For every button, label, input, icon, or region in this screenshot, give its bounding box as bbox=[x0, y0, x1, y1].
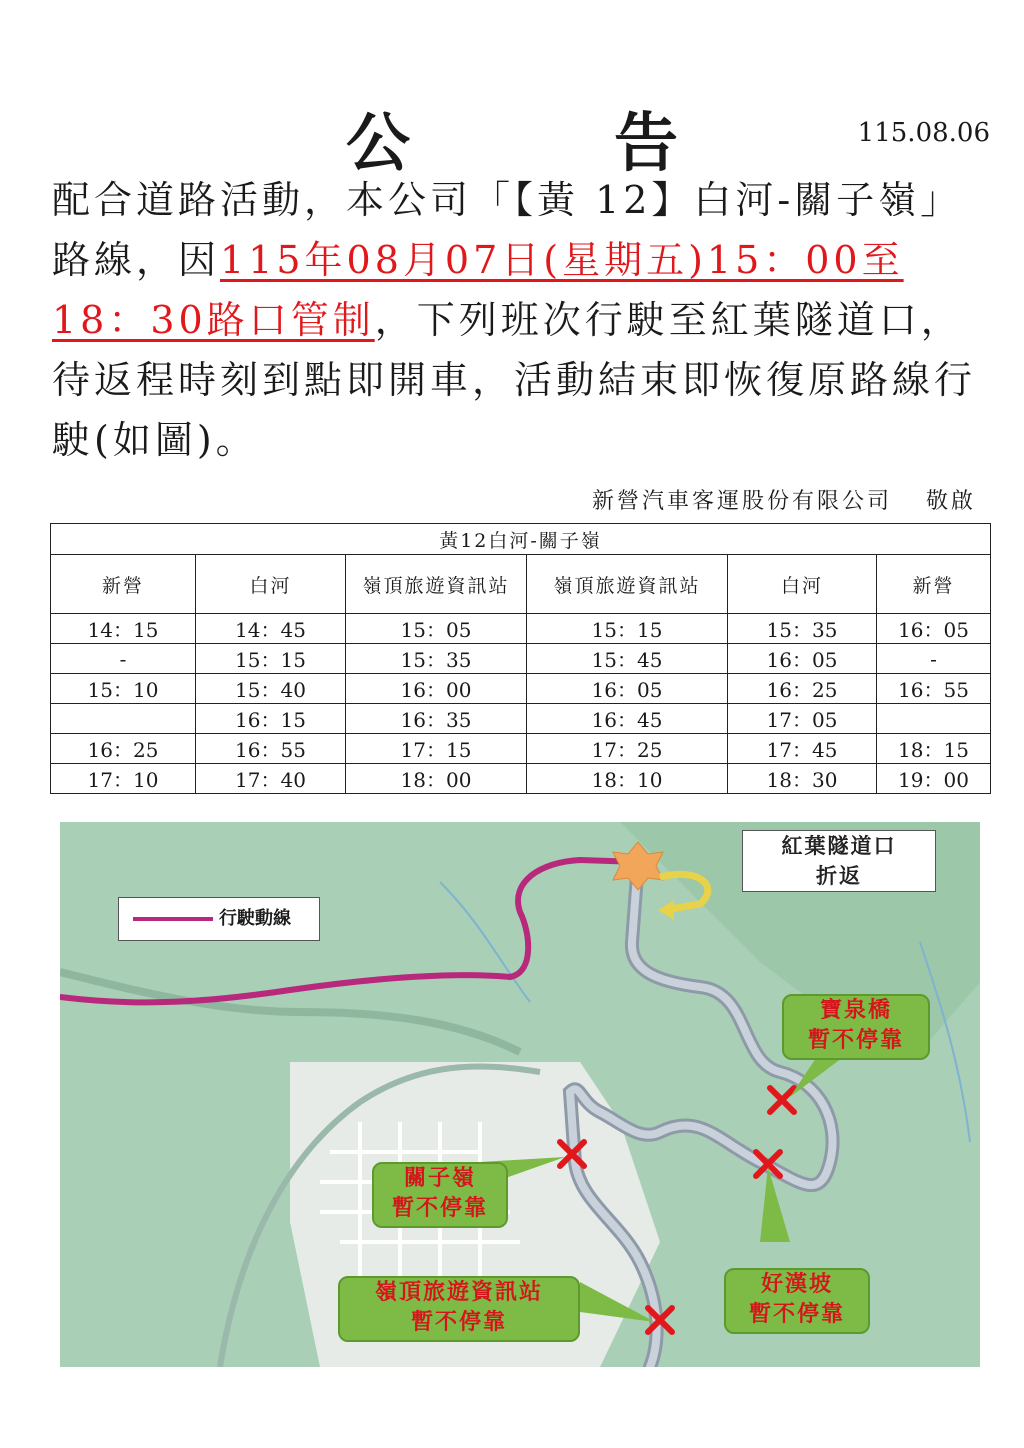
table-cell: 16：55 bbox=[877, 674, 991, 704]
table-cell: 17：40 bbox=[196, 764, 346, 794]
route-line-swatch bbox=[133, 917, 213, 921]
table-row bbox=[51, 704, 991, 734]
signature bbox=[592, 484, 976, 515]
turnaround-line2: 折返 bbox=[816, 864, 862, 888]
schedule-header-row bbox=[51, 555, 991, 614]
table-cell: 14：15 bbox=[51, 614, 196, 644]
table-cell: 16：35 bbox=[346, 704, 527, 734]
table-cell: 17：05 bbox=[728, 704, 877, 734]
table-cell: 15：35 bbox=[346, 644, 527, 674]
table-cell: 15：10 bbox=[51, 674, 196, 704]
table-cell: 16：25 bbox=[51, 734, 196, 764]
route-map bbox=[60, 822, 980, 1367]
turnaround-label bbox=[742, 830, 936, 892]
table-row bbox=[51, 674, 991, 704]
schedule-caption: 黃12白河-關子嶺 bbox=[51, 524, 991, 555]
stop-status: 暫不停靠 bbox=[807, 1028, 904, 1053]
notice-control-time: 115年08月07日(星期五)15：00至18：30路口管制 bbox=[52, 238, 904, 342]
table-cell: 15：15 bbox=[196, 644, 346, 674]
table-cell: 17：10 bbox=[51, 764, 196, 794]
table-cell bbox=[51, 704, 196, 734]
schedule-table bbox=[50, 523, 991, 794]
table-cell: 19：00 bbox=[877, 764, 991, 794]
notice-text-part1: 配合道路活動，本公司「【黃 12】白河-關子嶺」路線，因 bbox=[52, 178, 963, 282]
company-name: 新營汽車客運股份有限公司 bbox=[591, 489, 892, 514]
table-cell: 18：00 bbox=[346, 764, 527, 794]
table-cell: 16：05 bbox=[877, 614, 991, 644]
stop-callout-haohanpo bbox=[724, 1268, 870, 1334]
table-cell: 15：35 bbox=[728, 614, 877, 644]
header-xinying-arrive: 新營 bbox=[877, 555, 991, 614]
table-cell: 16：00 bbox=[346, 674, 527, 704]
table-cell: 18：15 bbox=[877, 734, 991, 764]
stop-status: 暫不停靠 bbox=[410, 1310, 507, 1335]
stop-status: 暫不停靠 bbox=[391, 1196, 488, 1221]
notice-title: 公 告 bbox=[346, 106, 748, 181]
notice-body bbox=[52, 170, 992, 470]
stop-name: 嶺頂旅遊資訊站 bbox=[374, 1280, 543, 1305]
notice-date: 115.08.06 bbox=[857, 118, 990, 148]
stop-name: 寶泉橋 bbox=[819, 998, 892, 1023]
table-row bbox=[51, 734, 991, 764]
header-baihe-outbound: 白河 bbox=[196, 555, 346, 614]
table-row bbox=[51, 644, 991, 674]
table-cell: 17：25 bbox=[527, 734, 728, 764]
table-cell: 16：05 bbox=[728, 644, 877, 674]
header-baihe-return: 白河 bbox=[728, 555, 877, 614]
table-row bbox=[51, 614, 991, 644]
stop-name: 好漢坡 bbox=[760, 1272, 833, 1297]
table-cell: 15：40 bbox=[196, 674, 346, 704]
stop-callout-guanziling bbox=[372, 1162, 508, 1228]
closing-word: 敬啟 bbox=[925, 489, 976, 514]
table-cell bbox=[877, 704, 991, 734]
map-legend bbox=[118, 897, 320, 941]
stop-callout-baoquan bbox=[782, 994, 930, 1060]
table-row bbox=[51, 764, 991, 794]
table-cell: 16：55 bbox=[196, 734, 346, 764]
table-cell: 15：45 bbox=[527, 644, 728, 674]
header-xinying-depart: 新營 bbox=[51, 555, 196, 614]
header-lingding-arrive: 嶺頂旅遊資訊站 bbox=[346, 555, 527, 614]
table-cell: 15：15 bbox=[527, 614, 728, 644]
table-cell: 18：10 bbox=[527, 764, 728, 794]
table-cell: - bbox=[877, 644, 991, 674]
table-cell: - bbox=[51, 644, 196, 674]
notice-text-part2: ，下列班次行駛至紅葉隧道口，待返程時刻到點即開車，活動結束即恢復原路線行駛(如圖)。 bbox=[52, 298, 977, 462]
legend-label: 行駛動線 bbox=[219, 908, 291, 929]
stop-name: 關子嶺 bbox=[403, 1166, 476, 1191]
table-cell: 16：25 bbox=[728, 674, 877, 704]
stop-callout-lingding bbox=[338, 1276, 580, 1342]
table-cell: 15：05 bbox=[346, 614, 527, 644]
turnaround-line1: 紅葉隧道口 bbox=[781, 834, 897, 858]
table-cell: 18：30 bbox=[728, 764, 877, 794]
stop-status: 暫不停靠 bbox=[748, 1302, 845, 1327]
table-cell: 16：05 bbox=[527, 674, 728, 704]
table-cell: 14：45 bbox=[196, 614, 346, 644]
header-lingding-depart: 嶺頂旅遊資訊站 bbox=[527, 555, 728, 614]
table-cell: 17：15 bbox=[346, 734, 527, 764]
table-cell: 16：15 bbox=[196, 704, 346, 734]
table-cell: 16：45 bbox=[527, 704, 728, 734]
table-cell: 17：45 bbox=[728, 734, 877, 764]
